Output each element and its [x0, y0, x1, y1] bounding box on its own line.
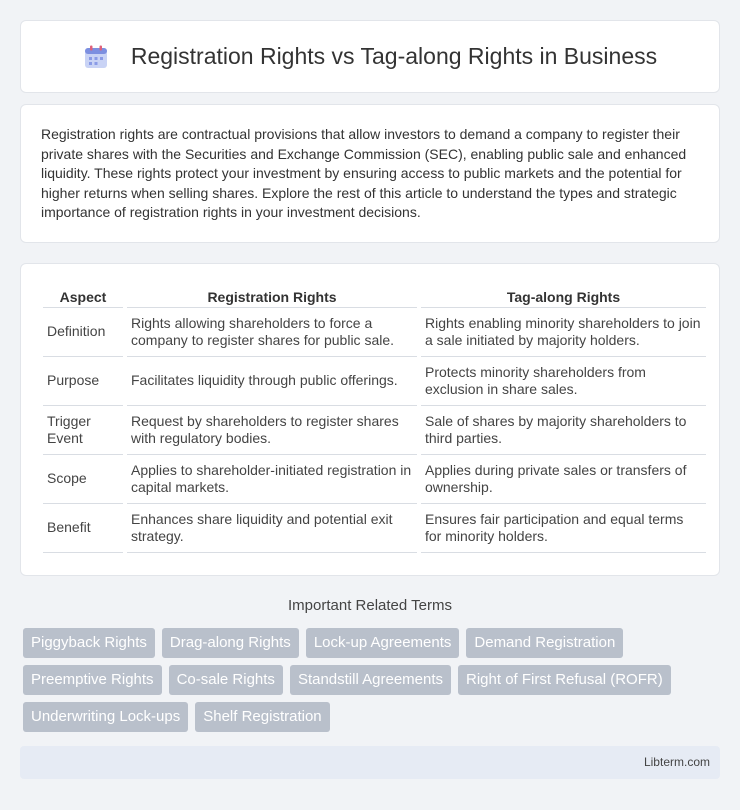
- intro-paragraph: Registration rights are contractual provisions that allow investors to demand a company to register their private shares with the Securities and Exchange Commission (SEC), enabling public sale and enhanced liquidity. These rights protect your investment by ensuring access to public markets and the potential for higher returns when selling shares. Explore the rest of this article to understand the types and strategic importance of registration rights in your investment decisions.: [41, 126, 687, 221]
- row-aspect: Scope: [43, 455, 123, 504]
- row-registration: Applies to shareholder-initiated registration in capital markets.: [127, 455, 417, 504]
- tag-piggyback-rights[interactable]: Piggyback Rights: [23, 628, 155, 658]
- table-row: [43, 357, 706, 406]
- comparison-table: [39, 286, 710, 553]
- table-row: [43, 308, 706, 357]
- tag-standstill-agreements[interactable]: Standstill Agreements: [290, 665, 451, 695]
- row-registration: Request by shareholders to register shares with regulatory bodies.: [127, 406, 417, 455]
- row-aspect: Trigger Event: [43, 406, 123, 455]
- header-tag-along-rights: Tag-along Rights: [421, 286, 706, 308]
- row-registration: Facilitates liquidity through public offerings.: [127, 357, 417, 406]
- row-tag-along: Applies during private sales or transfers of ownership.: [421, 455, 706, 504]
- tag-underwriting-lock-ups[interactable]: Underwriting Lock-ups: [23, 702, 188, 732]
- row-tag-along: Protects minority shareholders from exclusion in share sales.: [421, 357, 706, 406]
- row-aspect: Definition: [43, 308, 123, 357]
- row-tag-along: Ensures fair participation and equal terms for minority holders.: [421, 504, 706, 553]
- header-card: [20, 20, 720, 93]
- comparison-card: [20, 263, 720, 576]
- page-title: Registration Rights vs Tag-along Rights in Business: [130, 43, 658, 69]
- row-tag-along: Sale of shares by majority shareholders to third parties.: [421, 406, 706, 455]
- tag-demand-registration[interactable]: Demand Registration: [466, 628, 623, 658]
- table-header-row: [43, 286, 706, 308]
- row-registration: Enhances share liquidity and potential exit strategy.: [127, 504, 417, 553]
- footer: [20, 746, 720, 779]
- table-row: [43, 455, 706, 504]
- related-terms-title: Important Related Terms: [288, 597, 452, 614]
- header-registration-rights: Registration Rights: [127, 286, 417, 308]
- footer-site-link[interactable]: Libterm.com: [643, 755, 710, 769]
- row-registration: Rights allowing shareholders to force a company to register shares for public sale.: [127, 308, 417, 357]
- row-tag-along: Rights enabling minority shareholders to join a sale initiated by majority holders.: [421, 308, 706, 357]
- table-row: [43, 504, 706, 553]
- tag-drag-along-rights[interactable]: Drag-along Rights: [162, 628, 299, 658]
- row-aspect: Purpose: [43, 357, 123, 406]
- tag-right-of-first-refusal[interactable]: Right of First Refusal (ROFR): [458, 665, 671, 695]
- header-aspect: Aspect: [43, 286, 123, 308]
- tag-shelf-registration[interactable]: Shelf Registration: [195, 702, 329, 732]
- calendar-icon: [83, 44, 109, 70]
- table-row: [43, 406, 706, 455]
- row-aspect: Benefit: [43, 504, 123, 553]
- intro-card: [20, 104, 720, 243]
- related-terms-list: [23, 628, 713, 732]
- tag-preemptive-rights[interactable]: Preemptive Rights: [23, 665, 162, 695]
- tag-co-sale-rights[interactable]: Co-sale Rights: [169, 665, 283, 695]
- tag-lock-up-agreements[interactable]: Lock-up Agreements: [306, 628, 460, 658]
